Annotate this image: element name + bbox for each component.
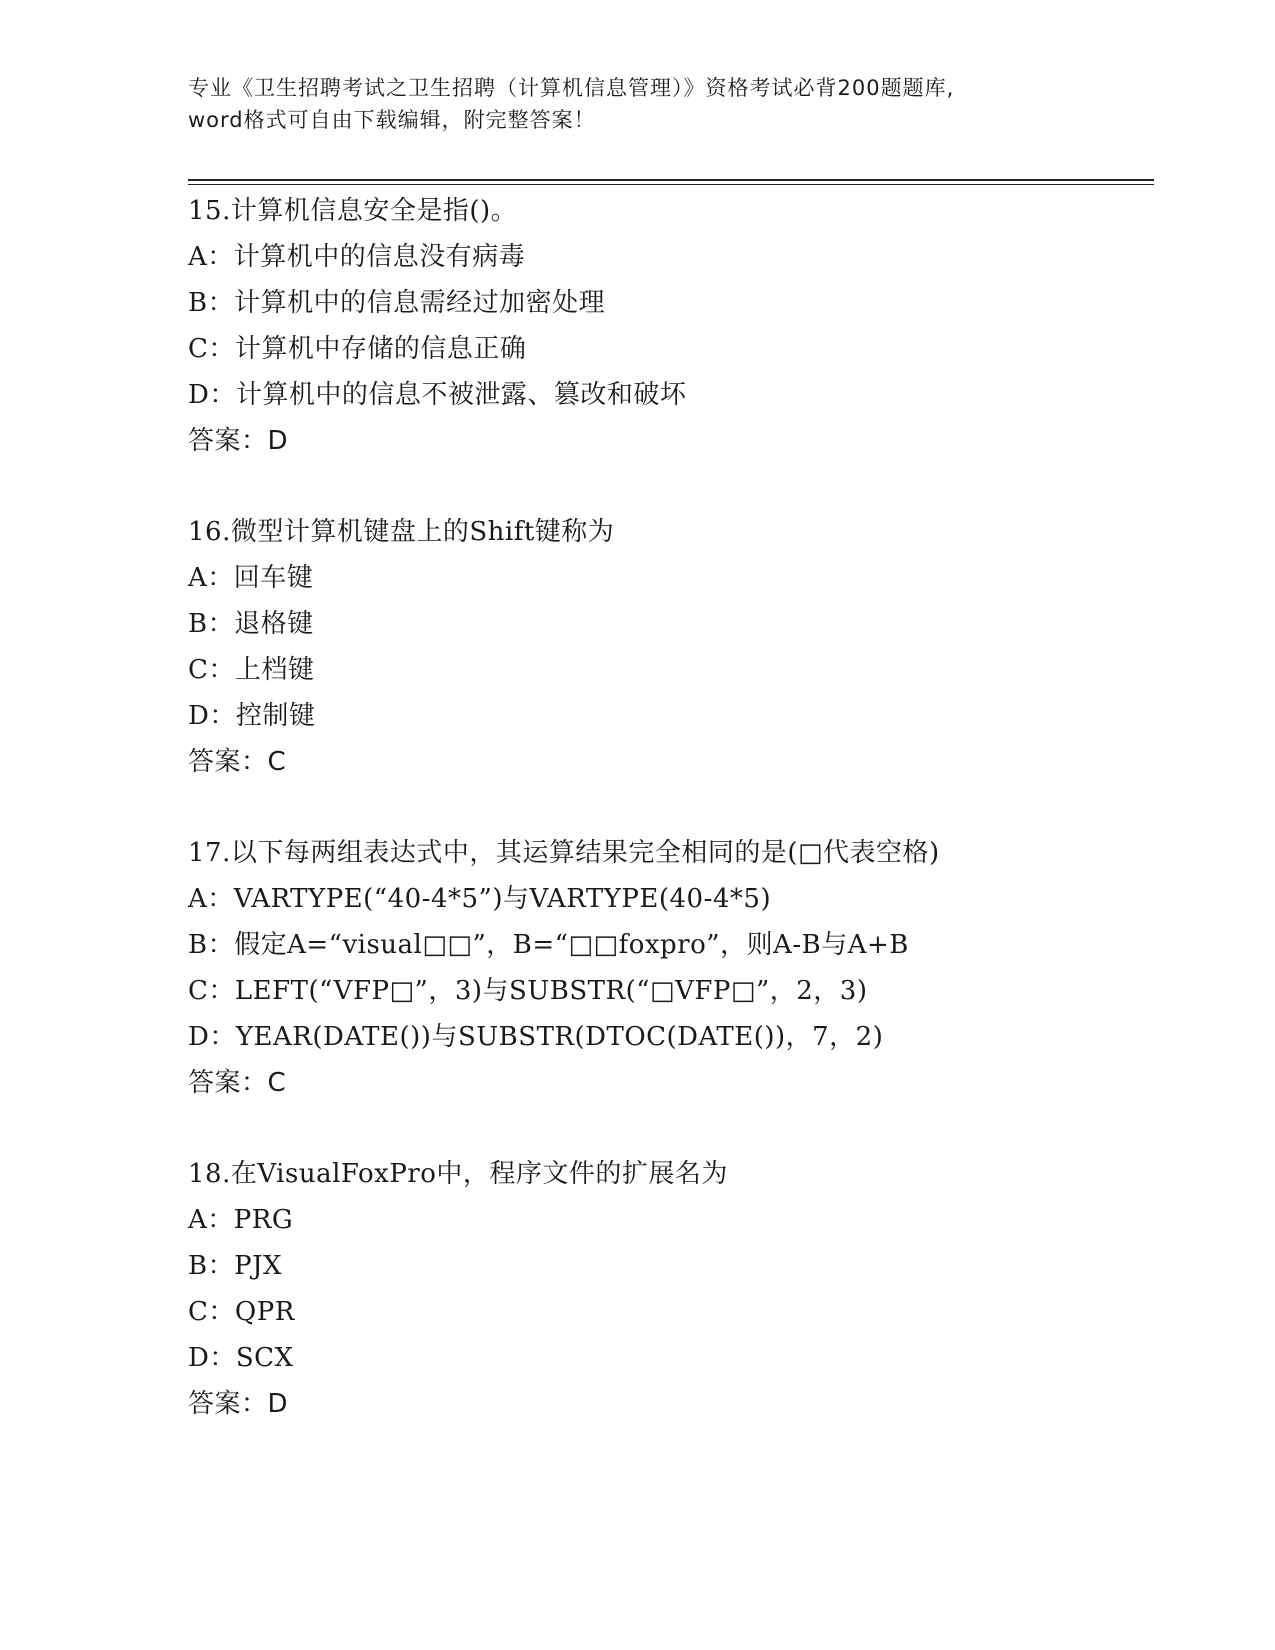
question-stem: 17.以下每两组表达式中，其运算结果完全相同的是(□代表空格) bbox=[188, 838, 940, 868]
option-c: C：QPR bbox=[188, 1297, 295, 1327]
option-d: D：控制键 bbox=[188, 701, 316, 731]
option-a: A：回车键 bbox=[188, 563, 314, 593]
question-stem: 15.计算机信息安全是指()。 bbox=[188, 196, 518, 226]
header-line-2: word格式可自由下载编辑，附完整答案！ bbox=[188, 108, 596, 132]
answer: 答案：C bbox=[188, 747, 287, 777]
option-a: A：PRG bbox=[188, 1205, 294, 1235]
option-b: B：假定A=“visual□□”，B=“□□foxpro”，则A-B与A+B bbox=[188, 930, 909, 960]
option-a: A：计算机中的信息没有病毒 bbox=[188, 242, 526, 272]
question-15 bbox=[188, 188, 1148, 464]
option-c: C：计算机中存储的信息正确 bbox=[188, 334, 527, 364]
question-stem: 18.在VisualFoxPro中，程序文件的扩展名为 bbox=[188, 1159, 728, 1189]
option-c: C：LEFT(“VFP□”，3)与SUBSTR(“□VFP□”，2，3) bbox=[188, 976, 868, 1006]
option-d: D：SCX bbox=[188, 1343, 294, 1373]
option-b: B：计算机中的信息需经过加密处理 bbox=[188, 288, 606, 318]
question-18 bbox=[188, 1151, 1148, 1427]
question-stem: 16.微型计算机键盘上的Shift键称为 bbox=[188, 517, 615, 547]
question-16 bbox=[188, 509, 1148, 785]
option-c: C：上档键 bbox=[188, 655, 315, 685]
option-b: B：退格键 bbox=[188, 609, 314, 639]
answer: 答案：C bbox=[188, 1068, 287, 1098]
answer: 答案：D bbox=[188, 426, 289, 456]
header-divider bbox=[188, 179, 1154, 185]
option-a: A：VARTYPE(“40-4*5”)与VARTYPE(40-4*5) bbox=[188, 884, 772, 914]
option-d: D：计算机中的信息不被泄露、篡改和破坏 bbox=[188, 380, 687, 410]
option-b: B：PJX bbox=[188, 1251, 283, 1281]
header-line-1: 专业《卫生招聘考试之卫生招聘（计算机信息管理）》资格考试必背200题题库, bbox=[188, 76, 955, 100]
option-d: D：YEAR(DATE())与SUBSTR(DTOC(DATE())，7，2) bbox=[188, 1022, 884, 1052]
document-header bbox=[188, 72, 1088, 136]
question-17 bbox=[188, 830, 1148, 1106]
answer: 答案：D bbox=[188, 1389, 289, 1419]
question-list bbox=[188, 188, 1148, 1472]
